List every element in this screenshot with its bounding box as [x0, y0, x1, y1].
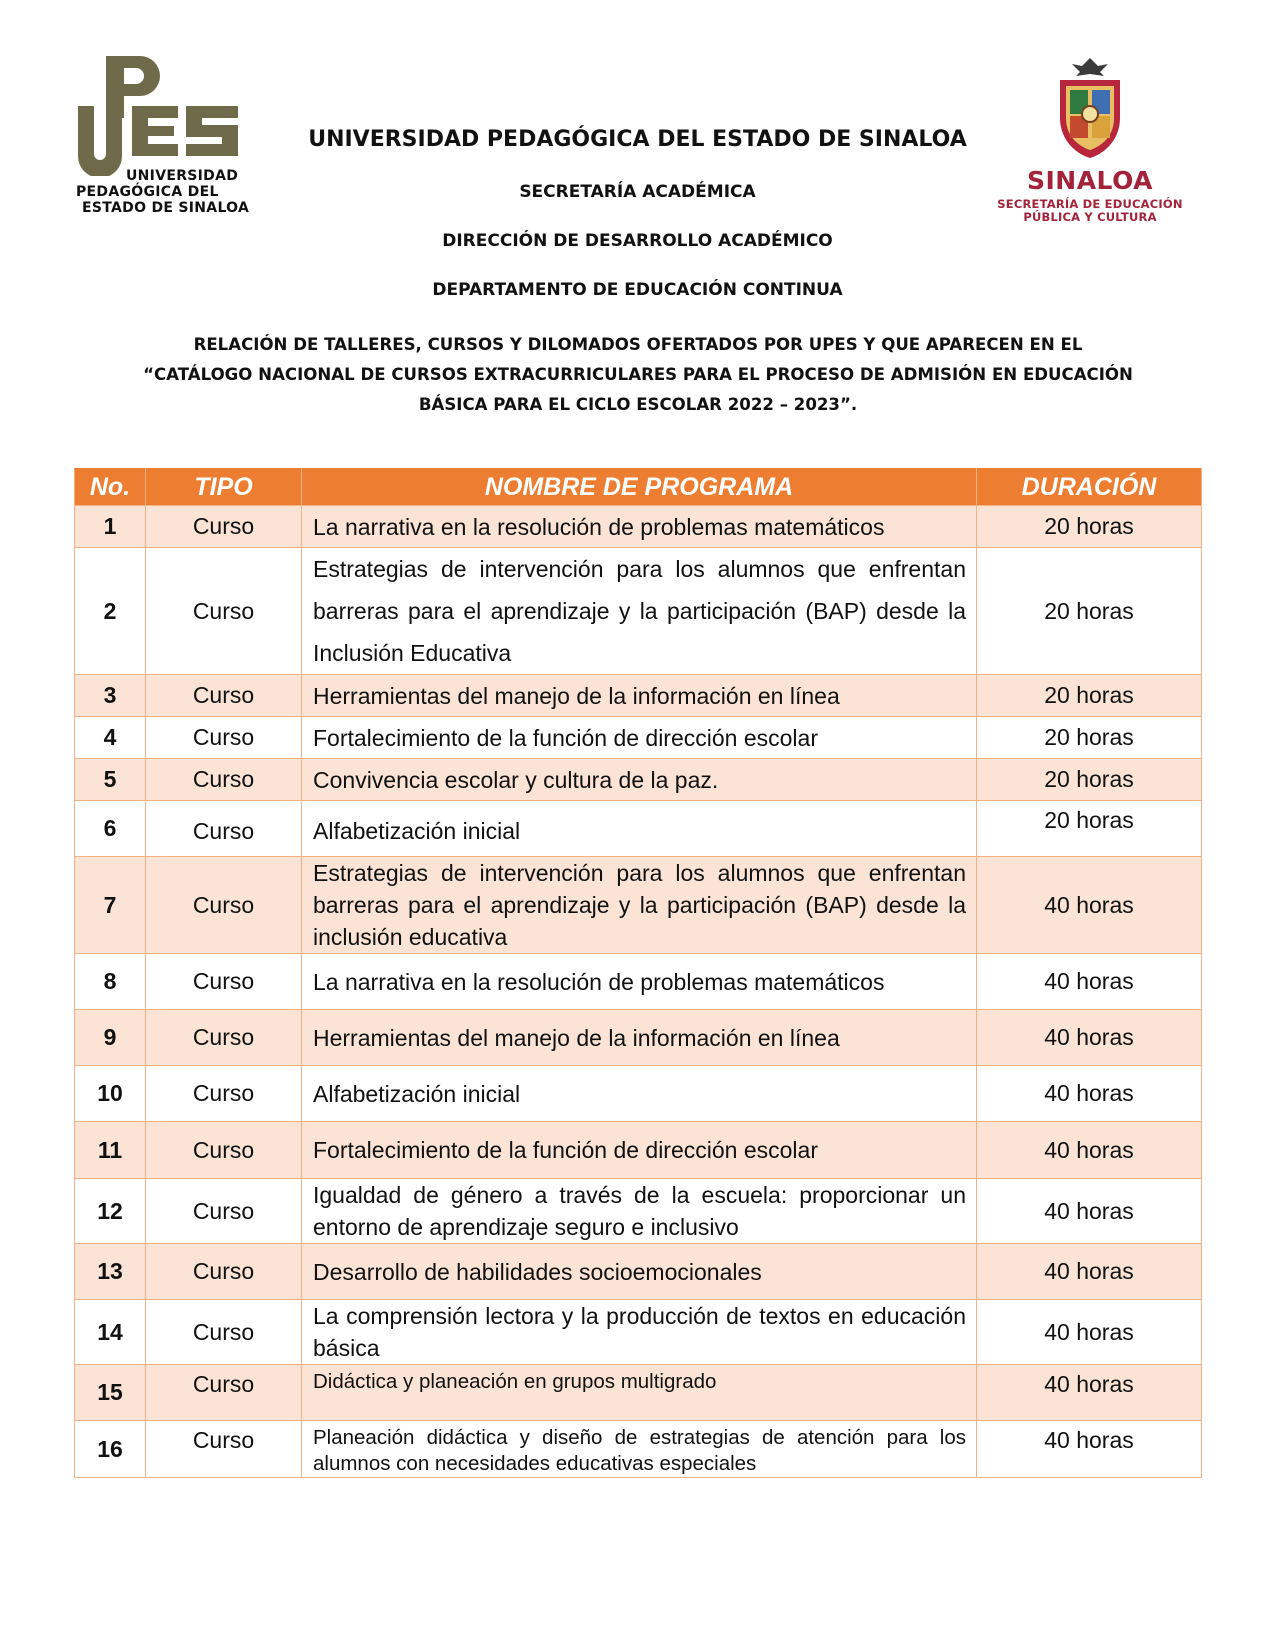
cell-duracion: 40 horas [977, 857, 1202, 954]
cell-no: 8 [75, 954, 146, 1010]
cell-duracion: 40 horas [977, 954, 1202, 1010]
cell-nombre: Fortalecimiento de la función de dirección escolar [302, 717, 977, 759]
secretaria-title: SECRETARÍA ACADÉMICA [519, 182, 756, 202]
cell-nombre: Alfabetización inicial [302, 801, 977, 857]
header-no: No. [75, 469, 146, 506]
cell-tipo: Curso [146, 1066, 302, 1122]
cell-nombre: Didáctica y planeación en grupos multigrado [302, 1365, 977, 1421]
cell-tipo: Curso [146, 1365, 302, 1421]
cell-no: 1 [75, 506, 146, 548]
cell-tipo: Curso [146, 506, 302, 548]
cell-nombre: Desarrollo de habilidades socioemocionales [302, 1244, 977, 1300]
table-row [75, 717, 1202, 759]
cell-duracion: 20 horas [977, 717, 1202, 759]
cell-nombre: Planeación didáctica y diseño de estrategias de atención para los alumnos con necesidades educativas especiales [302, 1421, 977, 1478]
table-row [75, 1179, 1202, 1244]
cell-duracion: 40 horas [977, 1421, 1202, 1478]
cell-nombre: Igualdad de género a través de la escuela: proporcionar un entorno de aprendizaje seguro e inclusivo [302, 1179, 977, 1244]
cell-tipo: Curso [146, 717, 302, 759]
cell-tipo: Curso [146, 857, 302, 954]
departamento-title: DEPARTAMENTO DE EDUCACIÓN CONTINUA [432, 280, 843, 300]
table-row [75, 759, 1202, 801]
cell-tipo: Curso [146, 954, 302, 1010]
cell-no: 9 [75, 1010, 146, 1066]
cell-tipo: Curso [146, 548, 302, 675]
cell-no: 3 [75, 675, 146, 717]
cell-duracion: 20 horas [977, 548, 1202, 675]
cell-tipo: Curso [146, 759, 302, 801]
cell-duracion: 40 horas [977, 1179, 1202, 1244]
cell-no: 7 [75, 857, 146, 954]
table-row [75, 1300, 1202, 1365]
sinaloa-logo-name: SINALOA [1026, 166, 1154, 195]
cell-nombre: Estrategias de intervención para los alumnos que enfrentan barreras para el aprendizaje y la participación (BAP) desde la inclusión educativa [302, 857, 977, 954]
cell-duracion: 40 horas [977, 1066, 1202, 1122]
cell-no: 13 [75, 1244, 146, 1300]
cell-nombre: Herramientas del manejo de la información en línea [302, 675, 977, 717]
cell-tipo: Curso [146, 801, 302, 857]
cell-nombre: Fortalecimiento de la función de dirección escolar [302, 1122, 977, 1179]
cell-nombre: La narrativa en la resolución de problemas matemáticos [302, 506, 977, 548]
table-row [75, 1066, 1202, 1122]
cell-no: 12 [75, 1179, 146, 1244]
header-nombre: NOMBRE DE PROGRAMA [302, 469, 977, 506]
table-row [75, 857, 1202, 954]
sinaloa-logo-sub1: SECRETARÍA DE EDUCACIÓN [997, 197, 1183, 211]
header-duracion: DURACIÓN [977, 469, 1202, 506]
cell-no: 15 [75, 1365, 146, 1421]
intro-line-1: RELACIÓN DE TALLERES, CURSOS Y DILOMADOS OFERTADOS POR UPES Y QUE APARECEN EN EL [193, 335, 1083, 354]
table-row [75, 1421, 1202, 1478]
cell-duracion: 20 horas [977, 759, 1202, 801]
cell-duracion: 20 horas [977, 801, 1202, 857]
cell-nombre: La narrativa en la resolución de problemas matemáticos [302, 954, 977, 1010]
intro-line-2: “CATÁLOGO NACIONAL DE CURSOS EXTRACURRICULARES PARA EL PROCESO DE ADMISIÓN EN EDUCACIÓN [143, 365, 1133, 384]
cell-duracion: 40 horas [977, 1300, 1202, 1365]
upes-logo-line2: PEDAGÓGICA DEL [76, 184, 219, 200]
cell-tipo: Curso [146, 675, 302, 717]
document-intro [78, 330, 1198, 420]
cell-tipo: Curso [146, 1421, 302, 1478]
cell-duracion: 40 horas [977, 1010, 1202, 1066]
table-row [75, 801, 1202, 857]
programs-table [74, 468, 1202, 1478]
cell-tipo: Curso [146, 1010, 302, 1066]
cell-nombre: Estrategias de intervención para los alumnos que enfrentan barreras para el aprendizaje y la participación (BAP) desde la Inclusión Educativa [302, 548, 977, 675]
cell-tipo: Curso [146, 1179, 302, 1244]
cell-tipo: Curso [146, 1244, 302, 1300]
cell-duracion: 20 horas [977, 675, 1202, 717]
cell-duracion: 40 horas [977, 1122, 1202, 1179]
table-row [75, 548, 1202, 675]
cell-no: 14 [75, 1300, 146, 1365]
table-row [75, 675, 1202, 717]
cell-duracion: 40 horas [977, 1244, 1202, 1300]
cell-no: 6 [75, 801, 146, 857]
cell-no: 4 [75, 717, 146, 759]
sinaloa-logo-sub2: PÚBLICA Y CULTURA [1023, 210, 1157, 224]
upes-logo-mark [78, 56, 248, 176]
cell-nombre: La comprensión lectora y la producción de textos en educación básica [302, 1300, 977, 1365]
cell-duracion: 20 horas [977, 506, 1202, 548]
upes-logo-line3: ESTADO DE SINALOA [82, 200, 250, 216]
cell-no: 10 [75, 1066, 146, 1122]
cell-no: 2 [75, 548, 146, 675]
upes-logo-line1: UNIVERSIDAD [126, 168, 239, 184]
table-row [75, 1010, 1202, 1066]
direccion-title: DIRECCIÓN DE DESARROLLO ACADÉMICO [442, 231, 833, 251]
cell-no: 11 [75, 1122, 146, 1179]
table-row [75, 506, 1202, 548]
table-row [75, 1122, 1202, 1179]
intro-line-3: BÁSICA PARA EL CICLO ESCOLAR 2022 – 2023”. [418, 395, 858, 414]
cell-duracion: 40 horas [977, 1365, 1202, 1421]
cell-nombre: Convivencia escolar y cultura de la paz. [302, 759, 977, 801]
cell-no: 5 [75, 759, 146, 801]
cell-tipo: Curso [146, 1122, 302, 1179]
cell-nombre: Herramientas del manejo de la información en línea [302, 1010, 977, 1066]
cell-tipo: Curso [146, 1300, 302, 1365]
table-row [75, 1365, 1202, 1421]
table-header-row [75, 469, 1202, 506]
table-row [75, 1244, 1202, 1300]
cell-nombre: Alfabetización inicial [302, 1066, 977, 1122]
cell-no: 16 [75, 1421, 146, 1478]
university-title: UNIVERSIDAD PEDAGÓGICA DEL ESTADO DE SINALOA [308, 127, 967, 152]
table-row [75, 954, 1202, 1010]
header-tipo: TIPO [146, 469, 302, 506]
